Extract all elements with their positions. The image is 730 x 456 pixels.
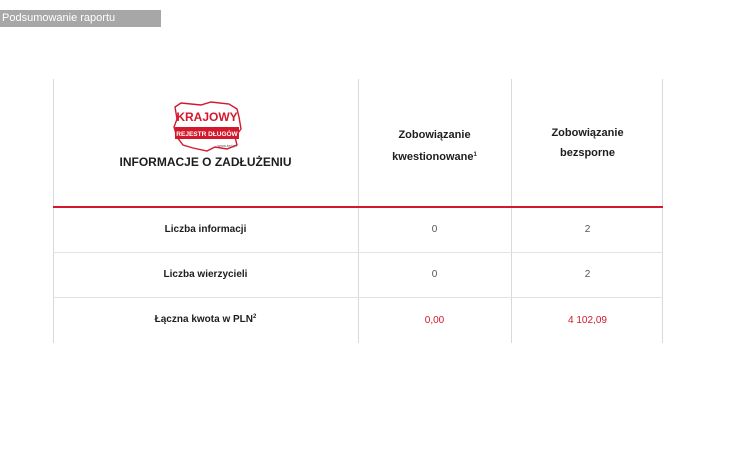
column-header-line1: Zobowiązanie <box>398 129 471 141</box>
row-label-total-amount <box>53 314 358 325</box>
cell-undisputed-total-amount: 4 102,09 <box>568 315 607 326</box>
report-summary-tab[interactable]: Podsumowanie raportu <box>0 10 161 27</box>
column-divider <box>511 79 512 343</box>
row-label-creditor-count: Liczba wierzycieli <box>163 269 248 280</box>
krd-logo-graphic <box>171 101 243 153</box>
cell-undisputed-creditor-count: 2 <box>584 269 591 280</box>
logo-brand-line2: REJESTR DŁUGÓW <box>176 131 238 138</box>
row-divider <box>53 252 663 253</box>
debt-summary-table <box>53 79 663 343</box>
footnote-marker: 2 <box>253 314 257 320</box>
logo-url: www.krd.pl <box>217 143 237 148</box>
footnote-marker: 1 <box>473 152 477 158</box>
header-separator <box>53 206 663 208</box>
section-title: INFORMACJE O ZADŁUŻENIU <box>119 155 292 169</box>
cell-undisputed-information-count: 2 <box>584 224 591 235</box>
table-right-border <box>662 79 663 343</box>
column-header-line2: kwestionowane <box>392 151 474 163</box>
cell-disputed-total-amount: 0,00 <box>424 315 445 326</box>
column-header-line1: Zobowiązanie <box>551 127 624 139</box>
krd-logo <box>171 101 243 153</box>
column-header-line2: bezsporne <box>559 147 615 159</box>
row-label-information-count: Liczba informacji <box>164 224 247 235</box>
row-divider <box>53 297 663 298</box>
table-left-border <box>53 79 54 343</box>
column-divider <box>358 79 359 343</box>
row-label-total-amount-text: Łączna kwota w PLN <box>154 314 253 325</box>
cell-disputed-information-count: 0 <box>431 224 438 235</box>
cell-disputed-creditor-count: 0 <box>431 269 438 280</box>
column-header-undisputed <box>512 123 663 163</box>
column-header-disputed <box>359 125 510 167</box>
logo-brand-line1: KRAJOWY <box>176 110 238 124</box>
